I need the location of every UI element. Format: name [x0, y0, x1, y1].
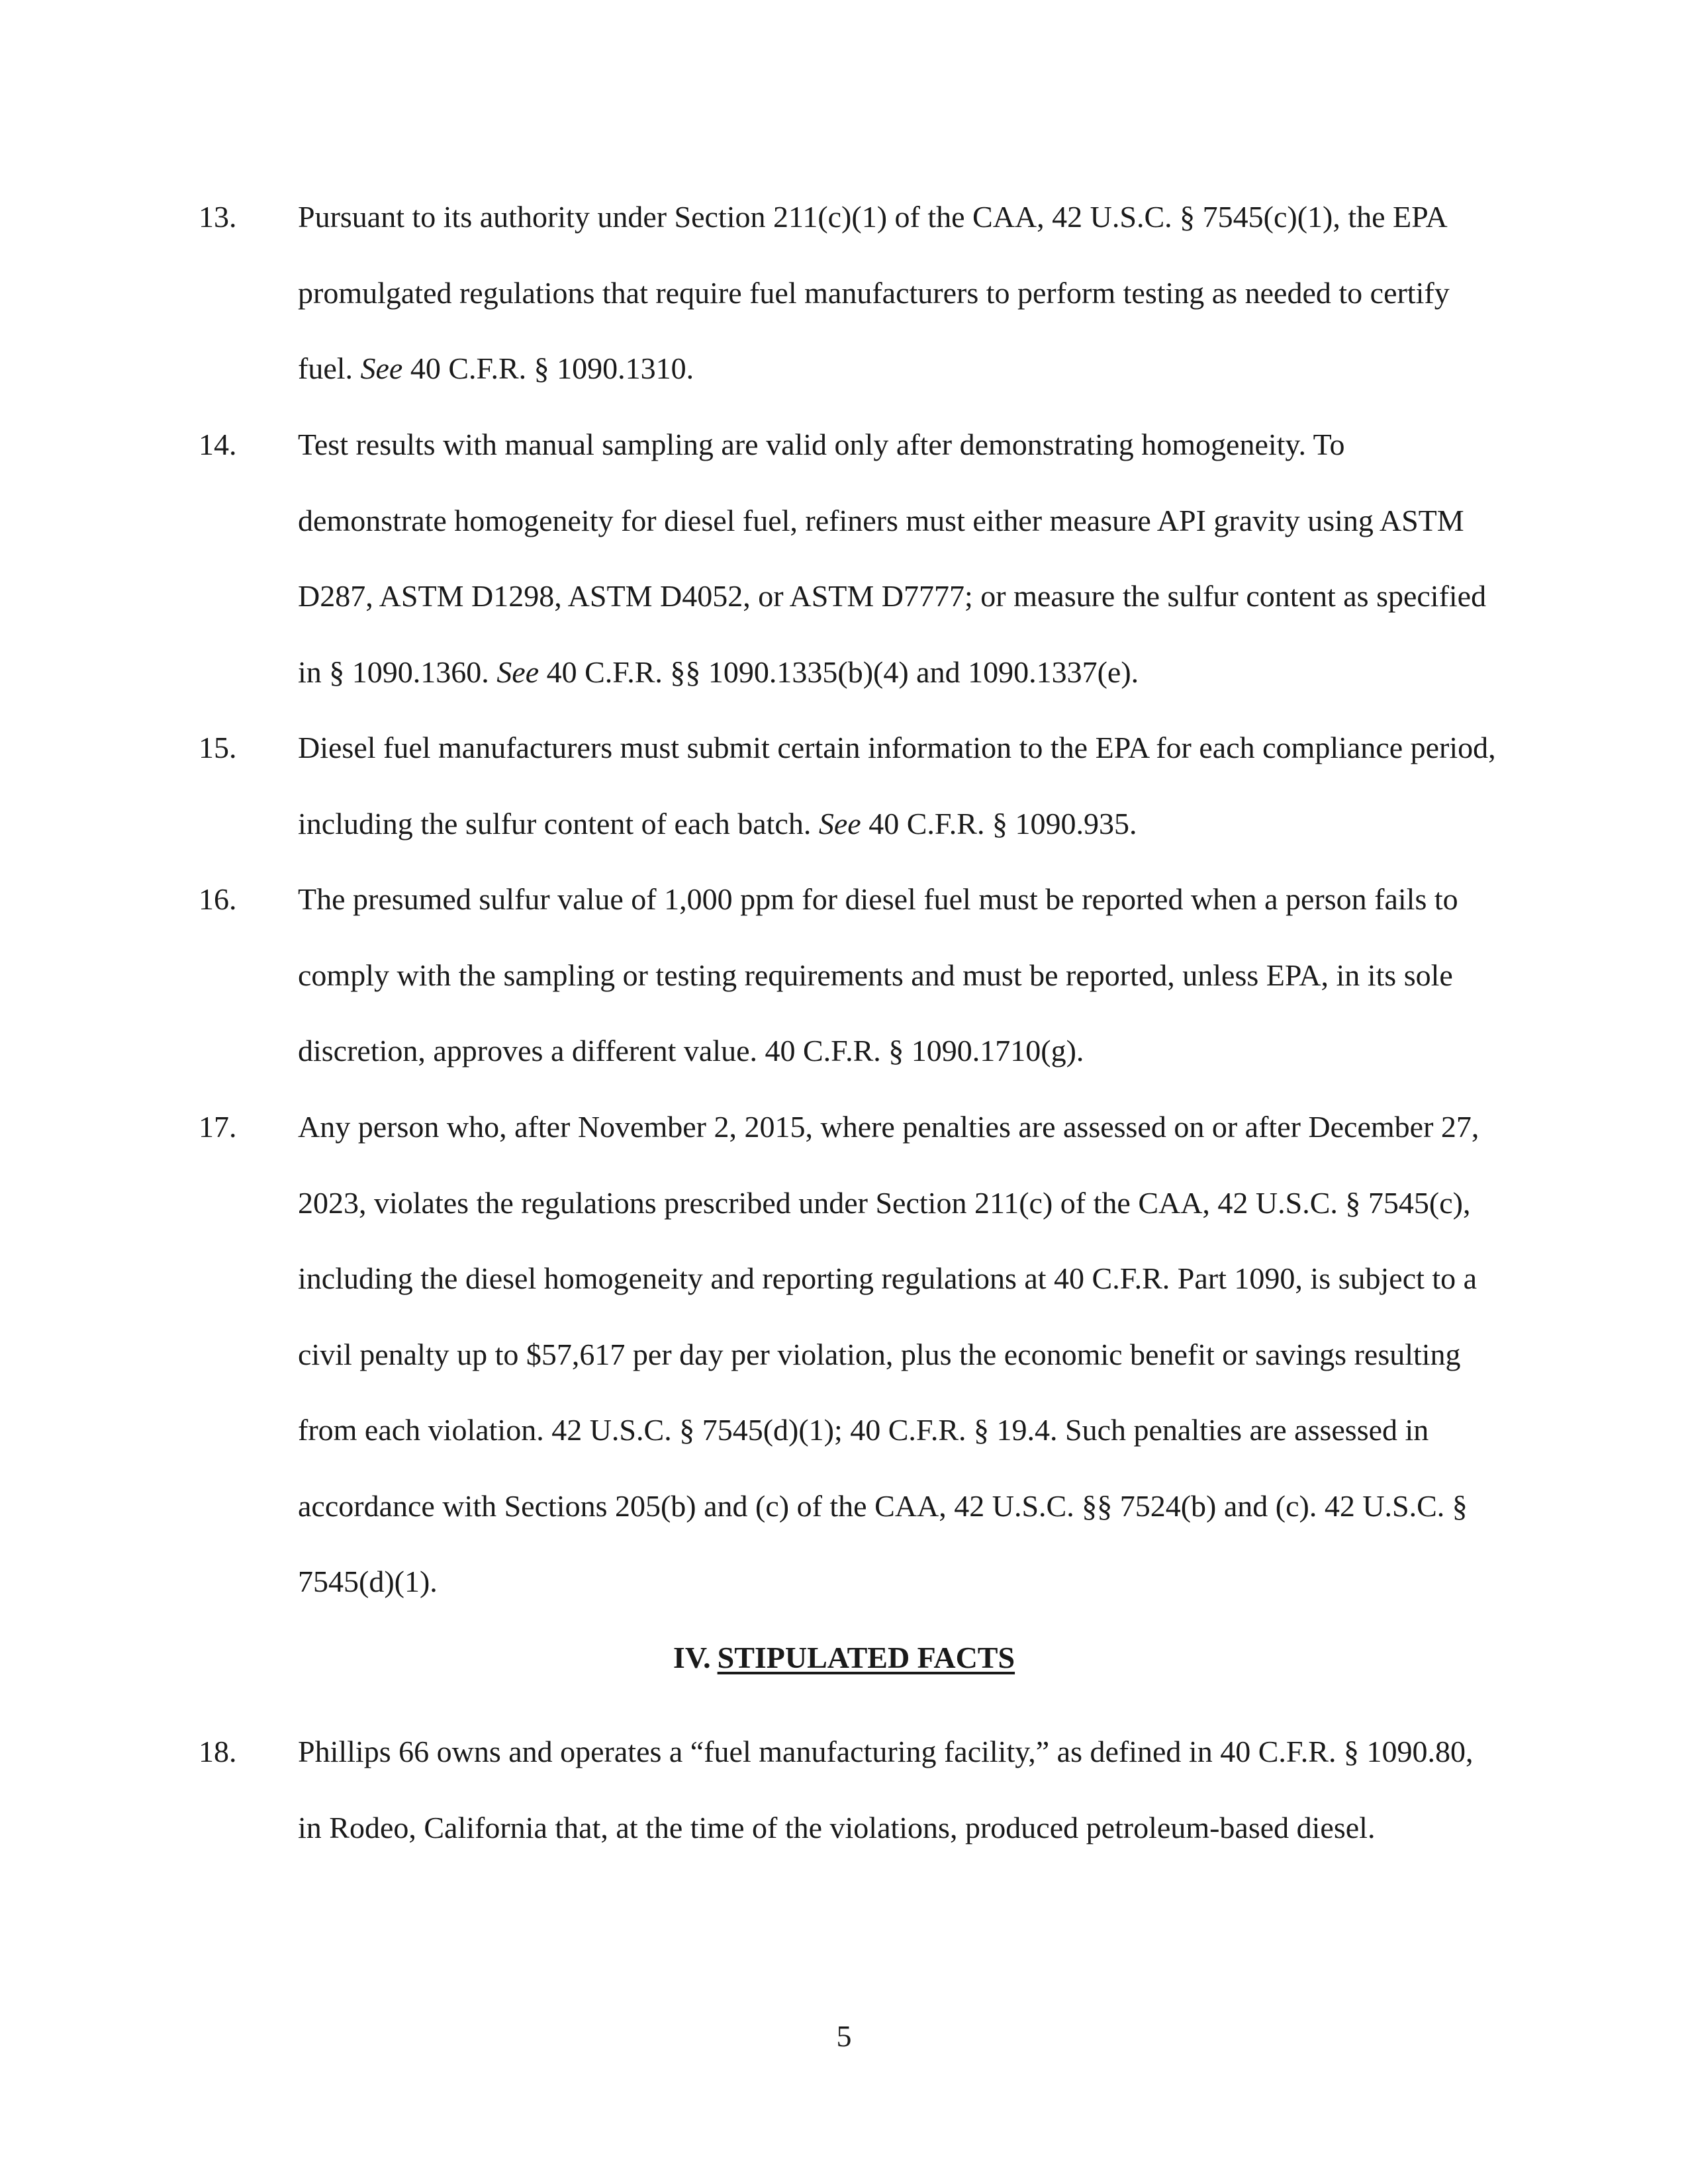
section-heading [0, 1638, 1688, 1678]
paragraph-text: Any person who, after November 2, 2015, where penalties are assessed on or after December 27, 2023, violates the regulations prescribed under Section 211(c) of the CAA, 42 U.S.C. § 7545(c), including the diesel homogeneity and reporting regulations at 40 C.F.R. Part 1090, is subject to a civil penalty up to $57,617 per day per violation, plus the economic benefit or savings resulting from each violation. 42 U.S.C. § 7545(d)(1); 40 C.F.R. § 19.4. Such penalties are assessed in accordance with Sections 205(b) and (c) of the CAA, 42 U.S.C. §§ 7524(b) and (c). 42 U.S.C. § 7545(d)(1). [298, 1110, 1479, 1598]
paragraph-text: Phillips 66 owns and operates a “fuel manufacturing facility,” as defined in 40 C.F.R. § 1090.80, in Rodeo, California that, at the time of the violations, produced petroleum-based diesel. [298, 1735, 1474, 1844]
paragraph-text: Diesel fuel manufacturers must submit certain information to the EPA for each compliance period, including the sulfur content of each batch. See 40 C.F.R. § 1090.935. [298, 731, 1496, 841]
paragraph-number: 18. [199, 1735, 237, 1768]
section-number: IV. [673, 1641, 711, 1674]
paragraph-text: The presumed sulfur value of 1,000 ppm for diesel fuel must be reported when a person fails to comply with the sampling or testing requirements and must be reported, unless EPA, in its sole discretion, approves a different value. 40 C.F.R. § 1090.1710(g). [298, 882, 1458, 1068]
paragraph-text: Pursuant to its authority under Section 211(c)(1) of the CAA, 42 U.S.C. § 7545(c)(1), the EPA promulgated regulations that require fuel manufacturers to perform testing as needed to certify fuel. See 40 C.F.R. § 1090.1310. [298, 200, 1450, 385]
paragraph-number: 14. [199, 428, 237, 461]
paragraph-number: 17. [199, 1110, 237, 1144]
paragraph-number: 13. [199, 200, 237, 234]
section-title: STIPULATED FACTS [717, 1641, 1015, 1674]
paragraph-number: 16. [199, 882, 237, 916]
paragraph-number: 15. [199, 731, 237, 764]
page-number: 5 [836, 2019, 852, 2053]
paragraph-text: Test results with manual sampling are valid only after demonstrating homogeneity. To demonstrate homogeneity for diesel fuel, refiners must either measure API gravity using ASTM D287, ASTM D1298, ASTM D4052, or ASTM D7777; or measure the sulfur content as specified in § 1090.1360. See 40 C.F.R. §§ 1090.1335(b)(4) and 1090.1337(e). [298, 428, 1487, 689]
